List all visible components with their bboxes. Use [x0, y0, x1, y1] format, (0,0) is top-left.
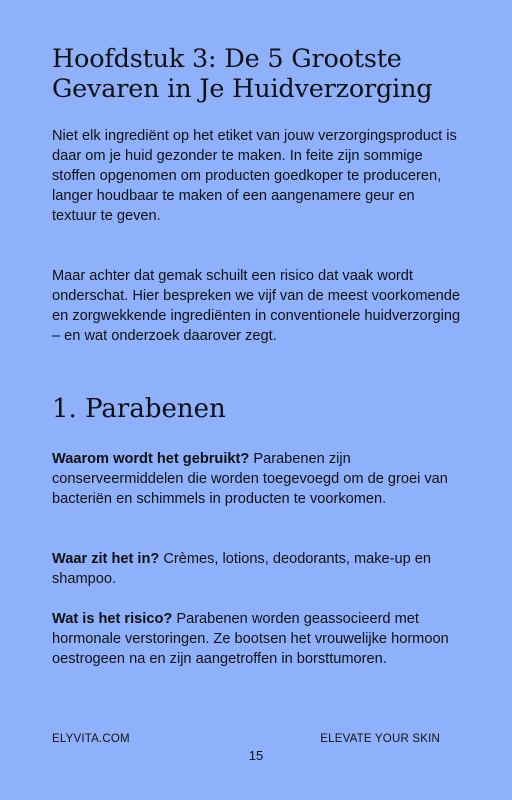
section-title: 1. Parabenen: [52, 394, 226, 424]
qa-answer: Parabenen zijn conserveermiddelen die worden toegevoegd om de groei van bacteriën en schimmels in producten te voorkomen.: [52, 451, 448, 507]
qa-answer: Parabenen worden geassocieerd met hormonale verstoringen. Ze bootsen het vrouwelijke hormoon oestrogeen na en zijn aangetroffen in borsttumoren.: [52, 611, 449, 667]
footer-website: ELYVITA.COM: [52, 733, 130, 745]
qa-question: Waarom wordt het gebruikt?: [52, 451, 250, 467]
page-number: 15: [248, 748, 264, 763]
qa-answer: Crèmes, lotions, deodorants, make-up en shampoo.: [52, 551, 432, 587]
qa-item-usage: [52, 449, 462, 509]
chapter-title: Hoofdstuk 3: De 5 Grootste Gevaren in Je Huidverzorging: [52, 44, 433, 104]
intro-paragraph-1: Niet elk ingrediënt op het etiket van jouw verzorgingsproduct is daar om je huid gezonder te maken. In feite zijn sommige stoffen opgenomen om producten goedkoper te produceren, langer houdbaar te maken of een aangenamere geur en textuur te geven.: [52, 128, 457, 224]
qa-item-location: [52, 549, 462, 589]
footer-tagline: ELEVATE YOUR SKIN: [320, 733, 440, 745]
qa-item-risk: [52, 609, 462, 669]
qa-question: Wat is het risico?: [52, 611, 173, 627]
qa-question: Waar zit het in?: [52, 551, 160, 567]
intro-paragraph-2: Maar achter dat gemak schuilt een risico dat vaak wordt onderschat. Hier bespreken we vijf van de meest voorkomende en zorgwekkende ingrediënten in conventionele huidverzorging – en wat onderzoek daarover zegt.: [52, 268, 461, 344]
